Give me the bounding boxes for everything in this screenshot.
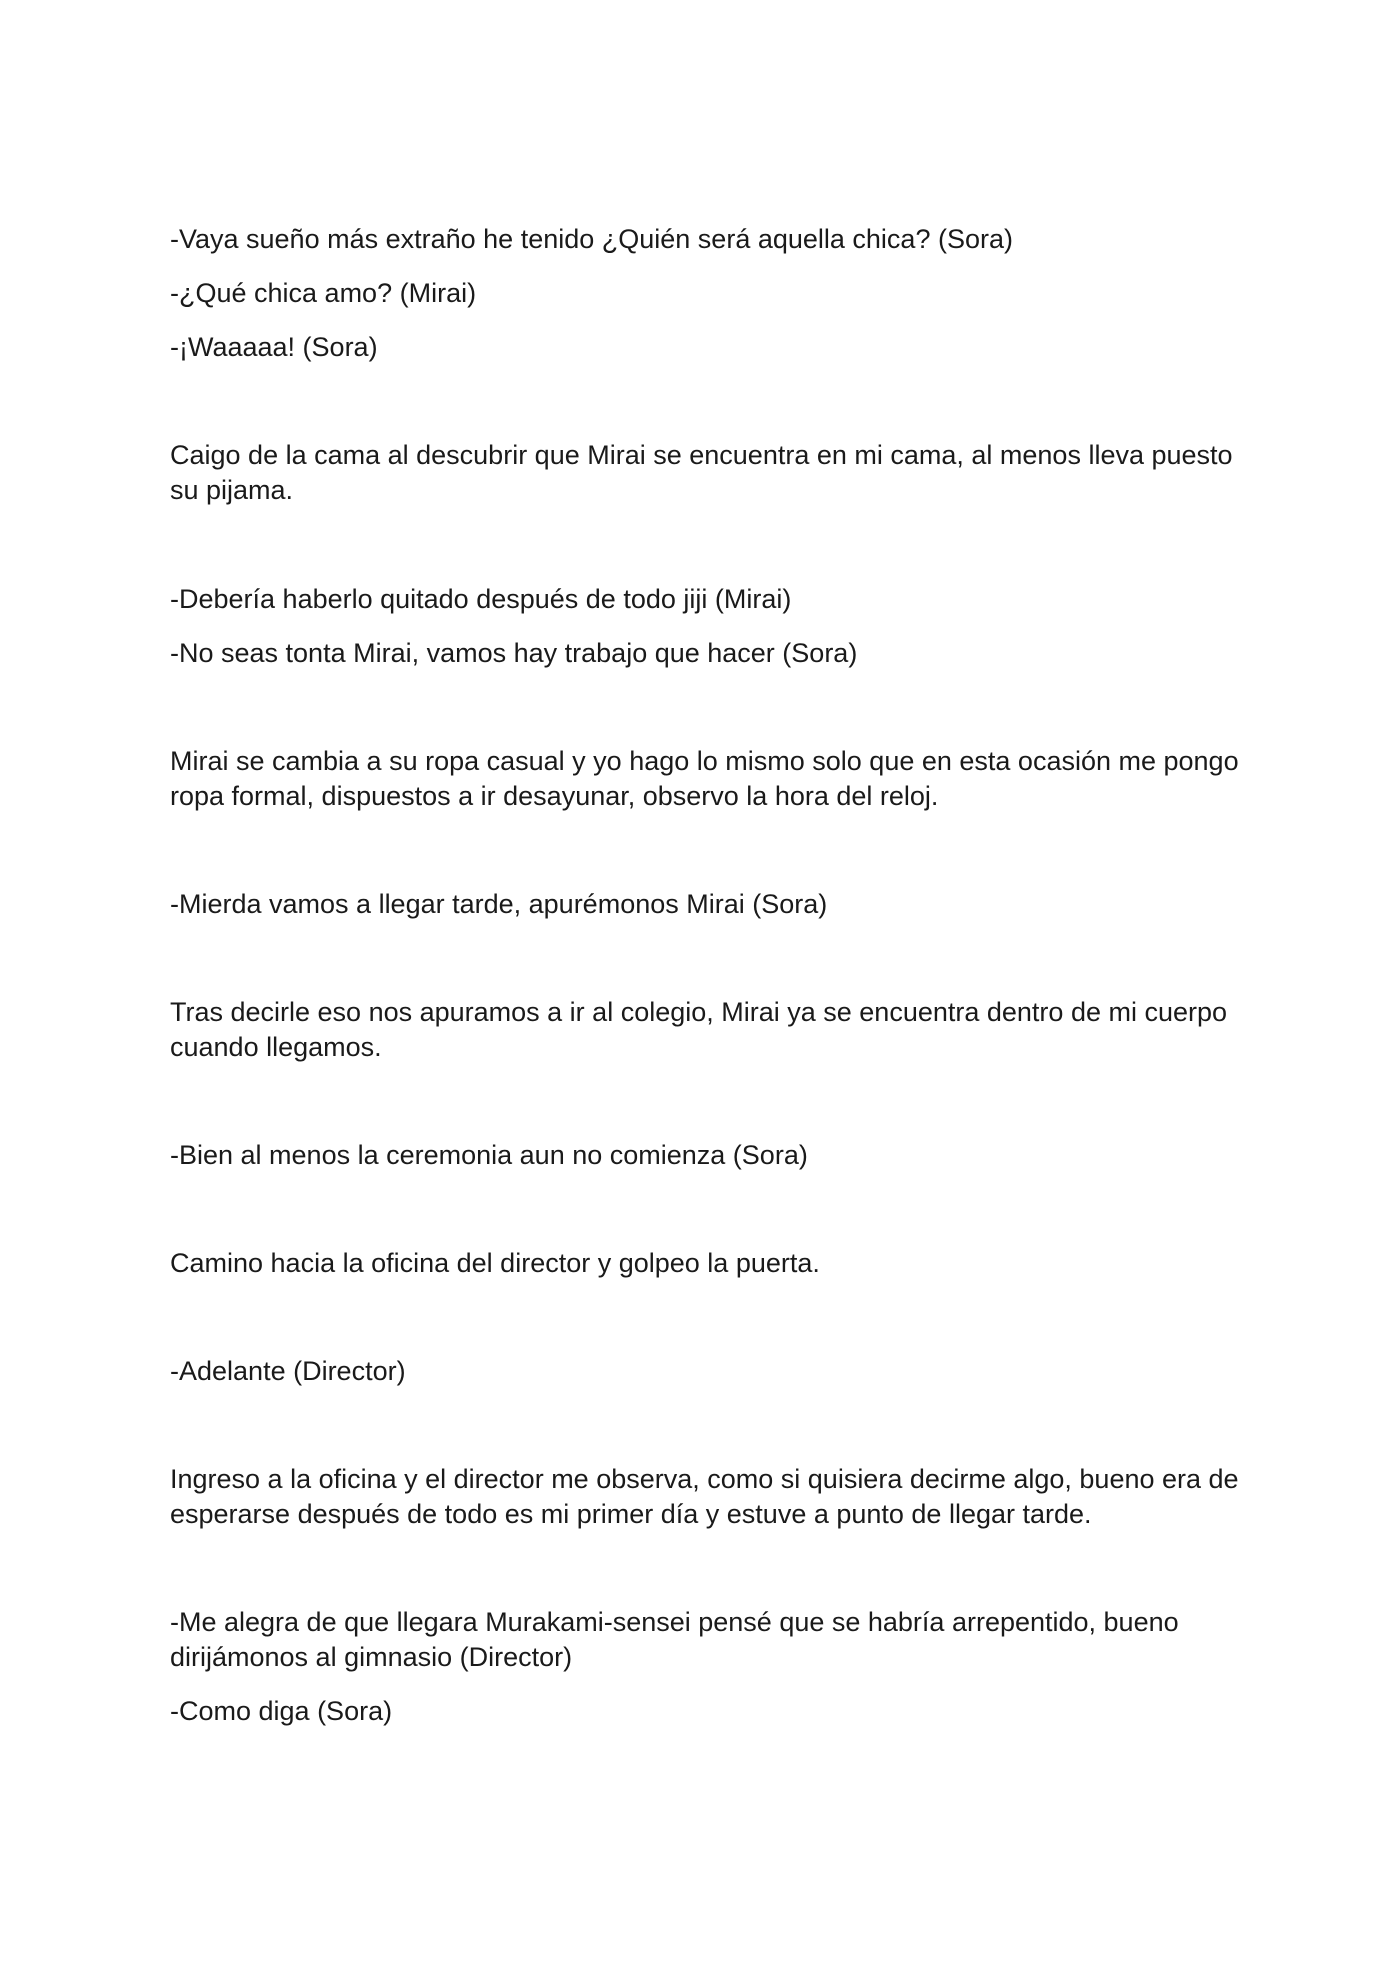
dialogue-line: -¿Qué chica amo? (Mirai): [170, 278, 477, 308]
narration-paragraph: Mirai se cambia a su ropa casual y yo hago lo mismo solo que en esta ocasión me pongo ropa formal, dispuestos a ir desayunar, observo la hora del reloj.: [170, 746, 1239, 811]
narration-paragraph: Ingreso a la oficina y el director me observa, como si quisiera decirme algo, bueno era de esperarse después de todo es mi primer día y estuve a punto de llegar tarde.: [170, 1464, 1239, 1529]
dialogue-line: -No seas tonta Mirai, vamos hay trabajo que hacer (Sora): [170, 638, 858, 668]
dialogue-line: -Vaya sueño más extraño he tenido ¿Quién será aquella chica? (Sora): [170, 224, 1013, 254]
narration-paragraph: Camino hacia la oficina del director y golpeo la puerta.: [170, 1248, 820, 1278]
dialogue-line: -¡Waaaaa! (Sora): [170, 332, 378, 362]
dialogue-line: -Bien al menos la ceremonia aun no comienza (Sora): [170, 1140, 808, 1170]
dialogue-line: -Mierda vamos a llegar tarde, apurémonos Mirai (Sora): [170, 889, 828, 919]
narration-paragraph: Caigo de la cama al descubrir que Mirai se encuentra en mi cama, al menos lleva puesto su pijama.: [170, 440, 1233, 505]
dialogue-line: -Adelante (Director): [170, 1356, 406, 1386]
dialogue-line: -Debería haberlo quitado después de todo jiji (Mirai): [170, 584, 792, 614]
dialogue-line: -Me alegra de que llegara Murakami-sensei pensé que se habría arrepentido, bueno dirijámonos al gimnasio (Director): [170, 1607, 1179, 1672]
narration-paragraph: Tras decirle eso nos apuramos a ir al colegio, Mirai ya se encuentra dentro de mi cuerpo cuando llegamos.: [170, 997, 1228, 1062]
dialogue-line: -Como diga (Sora): [170, 1696, 393, 1726]
